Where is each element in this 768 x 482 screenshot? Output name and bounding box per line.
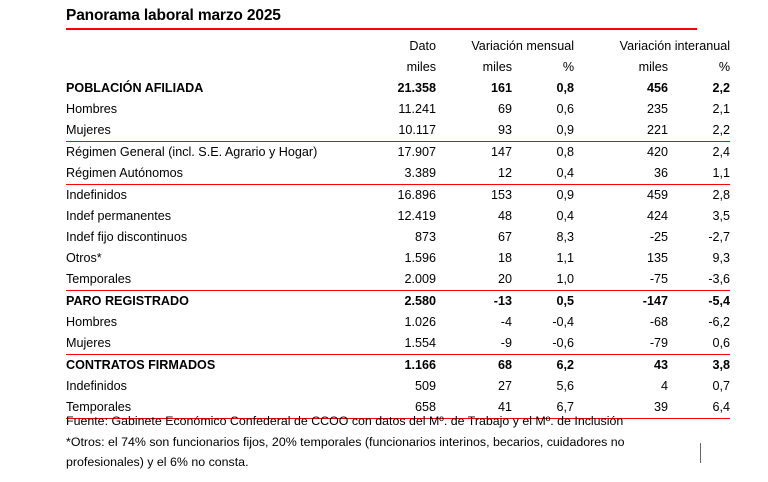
table-row: [66, 163, 730, 185]
cell-variacion-mensual-pct: 0,4: [512, 163, 574, 185]
cell-variacion-interanual-pct: 2,8: [712, 188, 731, 202]
cell-variacion-mensual-pct: 0,6: [556, 102, 575, 116]
cell-variacion-mensual-miles: 93: [436, 120, 512, 142]
cell-variacion-mensual-pct: 6,2: [556, 358, 575, 372]
cell-variacion-mensual-pct: 0,4: [556, 209, 575, 223]
row-label: Hombres: [66, 102, 118, 116]
cell-variacion-mensual-miles: -4: [500, 315, 512, 329]
cell-variacion-interanual-miles: 420: [647, 145, 669, 159]
cell-variacion-interanual-pct: -5,4: [708, 294, 731, 308]
cell-dato-miles: 10.117: [352, 120, 436, 142]
cell-dato-miles: 16.896: [397, 188, 436, 202]
cell-variacion-interanual-pct: -3,6: [668, 269, 730, 291]
table-row: [66, 376, 730, 397]
row-label: CONTRATOS FIRMADOS: [66, 358, 216, 372]
cell-variacion-interanual-miles: 424: [647, 209, 669, 223]
header-unit-dato-miles: miles: [406, 60, 436, 74]
row-label: Hombres: [66, 315, 118, 329]
table-row: [66, 142, 730, 164]
cell-variacion-mensual-pct: -0,4: [552, 315, 575, 329]
cell-variacion-interanual-miles: 456: [647, 81, 669, 95]
header-unit-vi-pct: %: [718, 60, 731, 74]
page-title: Panorama laboral marzo 2025: [66, 7, 281, 24]
cell-variacion-interanual-miles: -68: [649, 315, 669, 329]
cell-variacion-mensual-miles: 41: [436, 397, 512, 419]
cell-variacion-mensual-miles: 147: [490, 145, 512, 159]
cell-variacion-mensual-miles: -13: [493, 294, 512, 308]
cell-variacion-mensual-miles: -9: [436, 333, 512, 355]
cell-dato-miles: 1.596: [404, 251, 436, 265]
cell-variacion-mensual-pct: 0,9: [556, 188, 575, 202]
cell-variacion-interanual-pct: 6,4: [668, 397, 730, 419]
cell-dato-miles: 509: [414, 379, 436, 393]
cell-variacion-interanual-miles: -79: [574, 333, 668, 355]
row-label: Régimen Autónomos: [66, 163, 352, 185]
cell-dato-miles: 1.166: [404, 358, 436, 372]
cell-variacion-interanual-miles: 36: [574, 163, 668, 185]
cell-variacion-interanual-pct: 2,2: [668, 120, 730, 142]
cell-variacion-mensual-miles: 20: [436, 269, 512, 291]
cell-variacion-mensual-pct: 0,5: [556, 294, 575, 308]
header-unit-vm-miles: miles: [482, 60, 512, 74]
cell-dato-miles: 17.907: [397, 145, 436, 159]
cell-variacion-mensual-pct: 6,7: [512, 397, 574, 419]
cell-variacion-mensual-pct: 0,8: [556, 145, 575, 159]
table-row: [66, 333, 730, 355]
table-row: [66, 312, 730, 333]
table-header-row-units: [66, 57, 730, 78]
cell-variacion-mensual-pct: 0,8: [556, 81, 575, 95]
row-label: Temporales: [66, 269, 352, 291]
table-row: [66, 248, 730, 269]
cell-variacion-mensual-pct: 5,6: [556, 379, 575, 393]
cell-variacion-interanual-miles: 135: [647, 251, 669, 265]
cell-dato-miles: 21.358: [397, 81, 436, 95]
cell-variacion-interanual-pct: 0,7: [712, 379, 731, 393]
cell-variacion-interanual-miles: 43: [654, 358, 669, 372]
row-label: PARO REGISTRADO: [66, 294, 189, 308]
cell-variacion-mensual-miles: 161: [490, 81, 512, 95]
table-row: [66, 185, 730, 207]
cell-variacion-interanual-miles: 235: [647, 102, 669, 116]
row-label: Mujeres: [66, 333, 352, 355]
header-unit-vm-pct: %: [562, 60, 575, 74]
cell-dato-miles: 873: [414, 230, 436, 244]
cell-variacion-mensual-miles: 48: [497, 209, 512, 223]
cell-variacion-mensual-pct: 1,1: [556, 251, 575, 265]
table-row: [66, 355, 730, 377]
cell-variacion-mensual-miles: 27: [497, 379, 512, 393]
footnote-source: Fuente: Gabinete Económico Confederal de CCOO con datos del Mº. de Trabajo y el Mº. de Inclusión: [66, 414, 624, 428]
header-unit-label-blank: [66, 57, 352, 78]
footnote-otros: *Otros: el 74% son funcionarios fijos, 20% temporales (funcionarios interinos, becarios, cuidadores no profesionales) y el 6% no consta.: [66, 434, 625, 469]
text-cursor-caret: [700, 443, 701, 463]
header-unit-vi-miles: miles: [638, 60, 669, 74]
row-label: Indef permanentes: [66, 209, 172, 223]
panorama-table: [66, 36, 730, 419]
cell-variacion-interanual-pct: 2,4: [712, 145, 731, 159]
cell-variacion-interanual-pct: -2,7: [708, 230, 731, 244]
title-underline-rule: [66, 28, 697, 30]
cell-variacion-interanual-pct: 2,2: [712, 81, 731, 95]
cell-variacion-mensual-miles: 68: [497, 358, 512, 372]
row-label: Otros*: [66, 251, 102, 265]
header-variacion-interanual: Variación interanual: [619, 39, 731, 53]
cell-dato-miles: 11.241: [398, 102, 436, 116]
panorama-table-wrapper: [66, 36, 730, 419]
cell-variacion-interanual-miles: 221: [574, 120, 668, 142]
row-label: Mujeres: [66, 120, 352, 142]
cell-variacion-interanual-pct: -6,2: [708, 315, 731, 329]
cell-variacion-mensual-pct: 1,0: [512, 269, 574, 291]
table-row: [66, 227, 730, 248]
table-header-row-groups: [66, 36, 730, 57]
row-label: Indef fijo discontinuos: [66, 230, 188, 244]
cell-dato-miles: 12.419: [397, 209, 436, 223]
cell-dato-miles: 1.026: [404, 315, 436, 329]
cell-variacion-mensual-pct: 8,3: [556, 230, 575, 244]
header-variacion-mensual: Variación mensual: [471, 39, 575, 53]
row-label: Indefinidos: [66, 379, 127, 393]
cell-variacion-interanual-pct: 2,1: [712, 102, 731, 116]
cell-variacion-interanual-pct: 3,8: [712, 358, 731, 372]
cell-variacion-mensual-miles: 18: [497, 251, 512, 265]
cell-dato-miles: 2.580: [404, 294, 436, 308]
table-row: [66, 120, 730, 142]
table-row: [66, 269, 730, 291]
cell-dato-miles: 658: [352, 397, 436, 419]
table-row: [66, 291, 730, 313]
title-block: [66, 6, 697, 30]
table-head: [66, 36, 730, 78]
header-dato: Dato: [409, 39, 436, 53]
table-body: [66, 78, 730, 419]
table-row: [66, 78, 730, 99]
table-row: [66, 99, 730, 120]
cell-variacion-interanual-pct: 1,1: [668, 163, 730, 185]
cell-variacion-interanual-pct: 9,3: [712, 251, 731, 265]
cell-variacion-mensual-miles: 67: [497, 230, 512, 244]
cell-dato-miles: 1.554: [352, 333, 436, 355]
table-row: [66, 206, 730, 227]
cell-variacion-interanual-miles: 39: [574, 397, 668, 419]
cell-dato-miles: 2.009: [352, 269, 436, 291]
cell-variacion-interanual-pct: 0,6: [668, 333, 730, 355]
cell-variacion-mensual-pct: 0,9: [512, 120, 574, 142]
cell-variacion-interanual-miles: -75: [574, 269, 668, 291]
row-label: Indefinidos: [66, 188, 127, 202]
cell-variacion-interanual-miles: 4: [661, 379, 669, 393]
row-label: Temporales: [66, 397, 352, 419]
header-label-blank: [66, 36, 352, 57]
cell-variacion-interanual-miles: 459: [647, 188, 669, 202]
cell-variacion-interanual-miles: -25: [649, 230, 669, 244]
row-label: Régimen General (incl. S.E. Agrario y Hogar): [66, 145, 318, 159]
cell-variacion-mensual-pct: -0,6: [512, 333, 574, 355]
footnotes-block: [66, 411, 730, 473]
cell-variacion-mensual-miles: 153: [490, 188, 512, 202]
cell-variacion-mensual-miles: 69: [497, 102, 512, 116]
cell-variacion-mensual-miles: 12: [436, 163, 512, 185]
cell-variacion-interanual-pct: 3,5: [712, 209, 731, 223]
cell-dato-miles: 3.389: [352, 163, 436, 185]
row-label: POBLACIÓN AFILIADA: [66, 81, 204, 95]
cell-variacion-interanual-miles: -147: [642, 294, 669, 308]
